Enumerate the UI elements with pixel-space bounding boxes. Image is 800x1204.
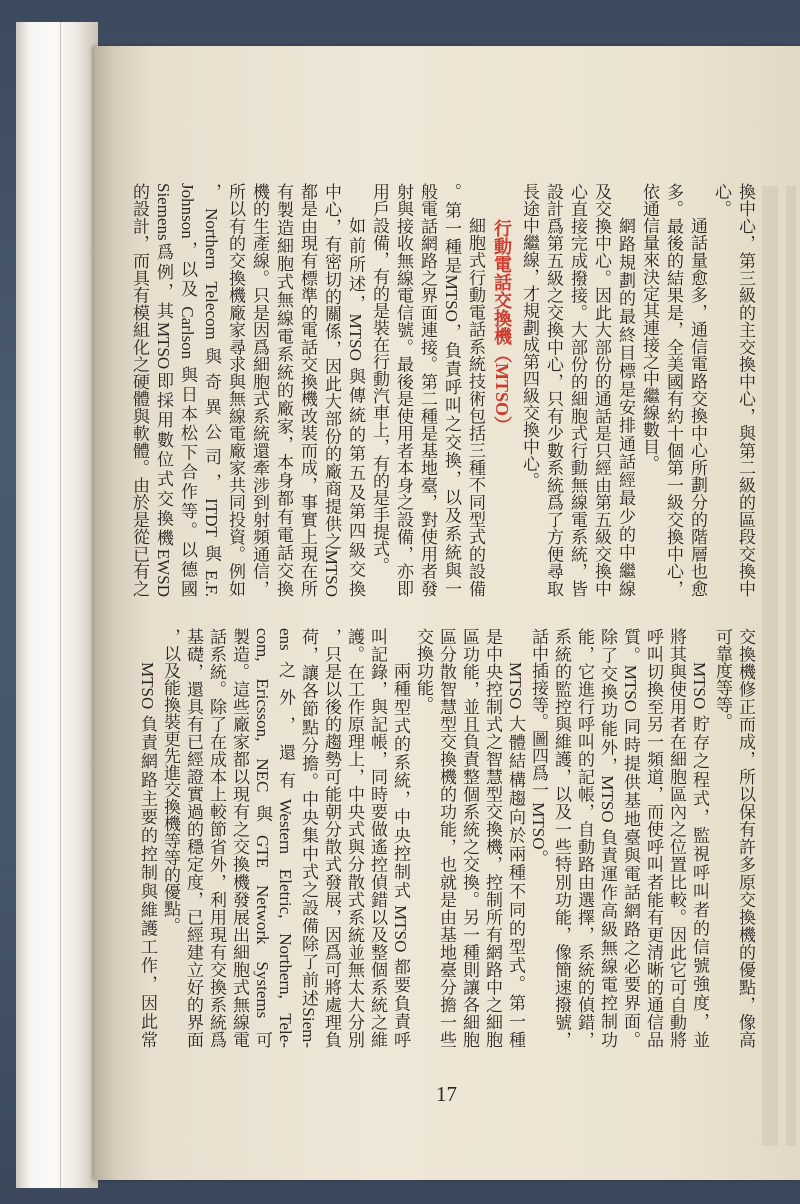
text-line: 能，它進行呼叫的記帳，自動路由選擇，系統的偵錯， — [575, 628, 594, 1048]
paragraph — [136, 628, 159, 1048]
paragraph — [517, 183, 637, 597]
text-line: 如前所述，MTSO 與傳統的第五及第四級交換 — [346, 217, 365, 597]
text-line: 換中心，第三級的主交換中心，與第二級的區段交換中 — [736, 183, 755, 597]
text-line: 可靠度等等。 — [713, 628, 732, 730]
text-line: 除了交換功能外，MTSO 負責運作高級無線電控制功 — [598, 628, 617, 1048]
section-heading: 行動電話交換機（MTSO） — [492, 219, 512, 435]
text-line: Siemens爲例，其MTSO即採用數位式交換機EWSD — [154, 183, 173, 597]
text-line: 護。在工作原理上，中央式與分散式系統並無太大分別 — [345, 628, 364, 1048]
text-line: 長途中繼線，才規劃成第四級交換中心。 — [520, 183, 539, 489]
text-line: 依通信量來決定其連接之中繼線數目。 — [640, 183, 659, 472]
text-line: 系統的監控與維護，以及一些特別功能，像簡速撥號， — [552, 628, 571, 1048]
show-through-text — [762, 186, 796, 1146]
upper-text-block — [127, 183, 757, 597]
text-line: 設計爲第五級之交換中心，只有少數系統爲了方便尋取 — [544, 183, 563, 597]
text-line: MTSO 負責網路主要的控制與維護工作，因此常 — [138, 662, 157, 1048]
text-line: 的設計，而具有模組化之硬體與軟體。由於是從已有之 — [130, 183, 149, 597]
text-line: 話系統。除了在成本上較節省外，利用現有交換系統爲 — [207, 628, 226, 1048]
text-line: 是中央控制式之智慧型交換機，控制所有網路中之細胞 — [483, 628, 502, 1048]
text-line: 質。MTSO 同時提供基地臺與電話網路之必要界面。 — [621, 628, 640, 1048]
text-line: ，以及能換裝更先進交換機等等的優點。 — [161, 628, 180, 934]
text-line: ，只是以後的趨勢可能朝分散式發展，因爲可將處理負 — [322, 628, 341, 1048]
text-line: MTSO 大體結構趨向於兩種不同的型式。第一種 — [506, 662, 525, 1048]
text-line: 呼叫切換至另一頻道，而使呼叫者能有更清晰的通信品 — [644, 628, 663, 1048]
text-line: 網路規劃的最終目標是安排通話經最少的中繼線 — [616, 217, 635, 597]
text-line: ens之外，還有Western Eletric, Northern, Tele- — [276, 628, 295, 1048]
text-line: 區功能，並且負責整個系統之交換。另一種則讓各細胞 — [460, 628, 479, 1048]
left-page-stack — [16, 22, 98, 1188]
text-line: 荷，讓各節點分擔。中央集中式之設備除了前述Siem- — [299, 628, 318, 1048]
paragraph — [159, 628, 412, 1048]
text-line: 般電話網路之界面連接。第二種是基地臺，對使用者發 — [418, 183, 437, 597]
lower-text-block — [136, 628, 757, 1048]
text-line: com, Ericsson, NEC與GTE Network Systems可 — [253, 628, 272, 1048]
text-line: 通話量愈多，通信電路交換中心所劃分的階層也愈 — [688, 217, 707, 597]
text-line: 兩種型式的系統，中央控制式 MTSO 都要負責呼 — [391, 662, 410, 1048]
text-line: 基礎，還具有已經證實過的穩定度，已經建立好的界面 — [184, 628, 203, 1048]
text-line: 交換機修正而成，所以保有許多原交換機的優點，像高 — [736, 628, 755, 1048]
paragraph — [412, 628, 527, 1048]
text-line: 及交換中心。因此大部份的通話是只經由第五級交換中 — [592, 183, 611, 597]
paragraph — [367, 183, 487, 597]
page-number: 17 — [436, 1082, 457, 1106]
text-line: 射與接收無線電信號。最後是使用者本身之設備，亦即 — [394, 183, 413, 597]
text-line: 心直接完成撥接。大部份的細胞式行動無線電系統，皆 — [568, 183, 587, 597]
text-line: 多。最後的結果是，全美國有約十個第一級交換中心， — [664, 183, 683, 597]
text-line: ，Northern Telecom與奇異公司，ITDT與E.F. — [202, 183, 221, 597]
text-line: 心。 — [712, 183, 731, 217]
text-line: 交換功能。 — [414, 628, 433, 713]
text-line: MTSO 貯存之程式，監視呼叫者的信號強度，並 — [690, 662, 709, 1048]
text-line: 區分散智慧型交換機的功能，也就是由基地臺分擔一些 — [437, 628, 456, 1048]
text-line: 。第一種是MTSO，負責呼叫之交換，以及系統與一 — [442, 183, 461, 597]
text-line: 話中插接等。圖四爲一 MTSO。 — [529, 628, 548, 867]
text-line: 叫記錄，與記帳，同時要做遙控偵錯以及整個系統之維 — [368, 628, 387, 1048]
paragraph — [127, 183, 367, 597]
paragraph — [709, 183, 757, 597]
text-line: 有製造細胞式無線電系統的廠家，本身都有電話交換 — [274, 183, 293, 597]
text-line: 將其與使用者在細胞區內之位置比較。因此它可自動將 — [667, 628, 686, 1048]
text-line: 都是由現有標準的電話交換機改裝而成，事實上現在所 — [298, 183, 317, 597]
text-line: 所以有的交換機廠家尋求與無線電廠家共同投資。例如 — [226, 183, 245, 597]
text-line: 細胞式行動電話系統技術包括三種不同型式的設備 — [466, 217, 485, 597]
text-line: 製造。這些廠家都以現有之交換機發展出細胞式無線電 — [230, 628, 249, 1048]
text-line: 用戶設備，有的是裝在行動汽車上，有的是手提式。 — [370, 183, 389, 574]
text-line: Johnson，以及 Carlson 與日本松下合作等。以德國 — [178, 183, 197, 597]
paragraph — [637, 183, 709, 597]
text-line: 機的生產線。只是因爲細胞式系統還牽涉到射頻通信， — [250, 183, 269, 597]
text-line: 中心，有密切的關係，因此大部份的廠商提供之MTSO — [322, 183, 341, 597]
paragraph — [527, 628, 711, 1048]
paragraph — [711, 628, 757, 1048]
